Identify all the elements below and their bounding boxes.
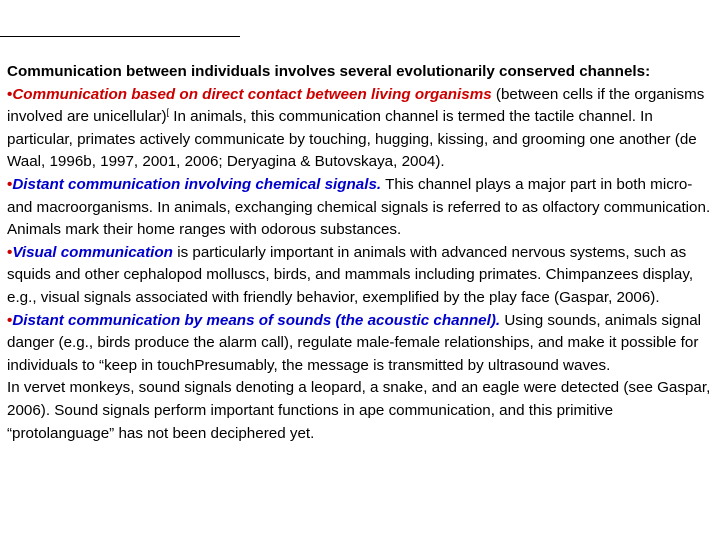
bullet-acoustic <box>7 310 715 378</box>
bullet-marker: • <box>7 311 13 329</box>
slide-body <box>7 61 715 445</box>
footnote-marker: [ <box>166 107 170 118</box>
intro-paragraph: Communication between individuals involves several evolutionarily conserved channels: <box>7 63 651 80</box>
closing-paragraph: In vervet monkeys, sound signals denoting a leopard, a snake, and an eagle were detected (see Gaspar, 2006). Sound signals perform important functions in ape communication, and this primitive “protolanguage” has not been deciphered yet. <box>7 379 711 442</box>
bullet-marker: • <box>7 175 13 193</box>
bullet-marker: • <box>7 243 13 261</box>
bullet-text-visual: is particularly important in animals with advanced nervous systems, such as squids and other cephalopod molluscs, birds, and mammals including primates. Chimpanzees display, e.g., visual signals associated with friendly behavior, exemplified by the play face (Gaspar, 2006). <box>7 243 694 306</box>
bullet-tactile <box>7 84 715 174</box>
top-divider-line <box>0 36 240 37</box>
bullet-text-tactile-part1: (between cells if the organisms involved are unicellular) <box>7 85 705 126</box>
bullet-lead-acoustic: Distant communication by means of sounds (the acoustic channel). <box>12 311 501 329</box>
bullet-marker: • <box>7 85 13 103</box>
bullet-lead-chemical: Distant communication involving chemical signals. <box>12 175 382 193</box>
bullet-text-tactile-part2: In animals, this communication channel is termed the tactile channel. In particular, primates actively communicate by touching, hugging, kissing, and grooming one another (de Waal, 1996b, 1997, 2001, 2006; Deryagina & Butovskaya, 2004). <box>7 108 697 171</box>
bullet-visual <box>7 242 715 310</box>
bullet-chemical <box>7 174 715 242</box>
bullet-text-chemical: This channel plays a major part in both micro- and macroorganisms. In animals, exchanging chemical signals is referred to as olfactory communication. Animals mark their home ranges with odorous substances. <box>7 175 711 239</box>
bullet-text-acoustic: Using sounds, animals signal danger (e.g., birds produce the alarm call), regulate male-female relationships, and make it possible for individuals to “keep in touchPresumably, the message is transmitted by ultrasound waves. <box>7 311 702 374</box>
bullet-lead-tactile: Communication based on direct contact between living organisms <box>12 85 492 103</box>
bullet-lead-visual: Visual communication <box>12 243 173 261</box>
